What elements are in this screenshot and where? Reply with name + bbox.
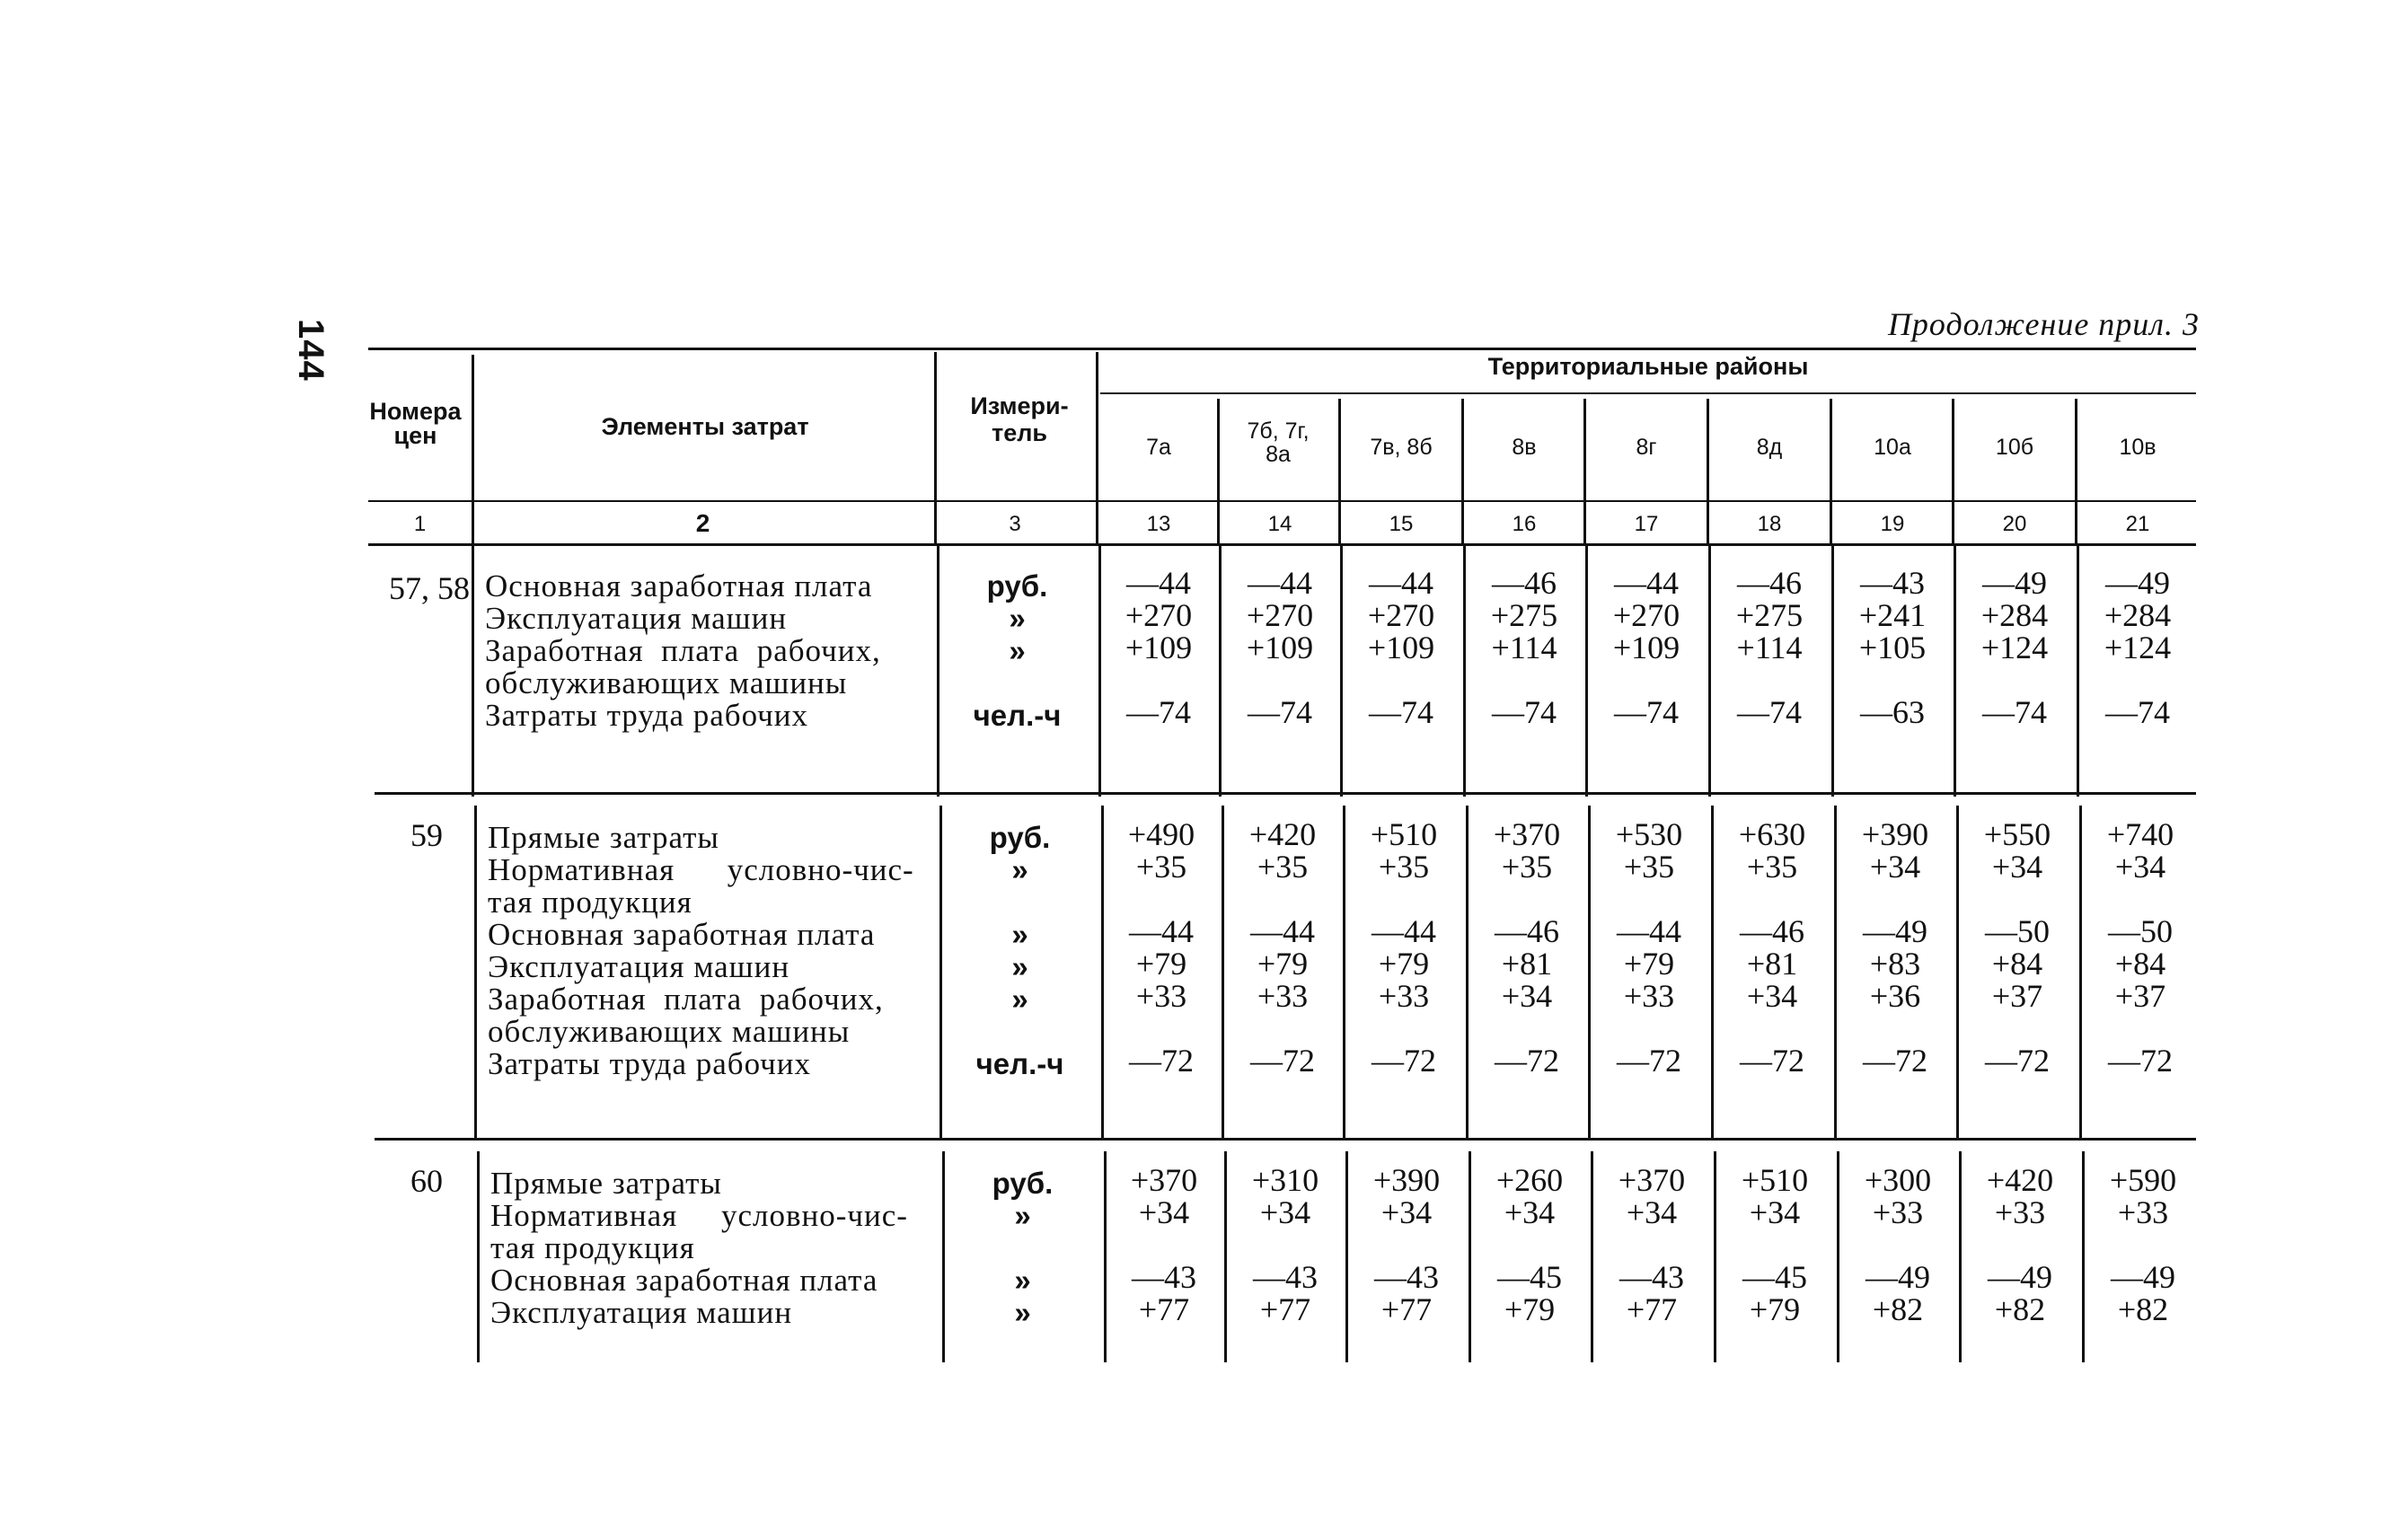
unit-label: » (1011, 853, 1028, 886)
value-cell: +34 (1380, 1194, 1433, 1230)
header-bottom-rule (368, 500, 2196, 502)
price-number: 60 (410, 1163, 443, 1199)
value-cell: +114 (1736, 630, 1803, 665)
region-header-divider (1461, 399, 1464, 543)
value-cell: —72 (1250, 1043, 1315, 1079)
value-cell: +270 (1246, 597, 1314, 633)
value-cell: —74 (1614, 694, 1679, 730)
cost-element-label: Нормативная условно-чис- тая продукция (490, 1198, 908, 1265)
value-cell: —44 (1614, 565, 1679, 601)
value-cell: +109 (1367, 630, 1435, 665)
value-cell: +34 (1504, 1194, 1556, 1230)
value-cell: +79 (1135, 946, 1187, 982)
value-cell: —74 (1737, 694, 1802, 730)
value-cell: +82 (1994, 1291, 2046, 1327)
value-cell: —49 (1866, 1259, 1930, 1295)
value-cell: +740 (2106, 816, 2174, 852)
region-header-divider (1217, 399, 1220, 543)
unit-label: руб. (986, 569, 1048, 603)
value-cell: +79 (1623, 946, 1675, 982)
column-number: 14 (1267, 512, 1292, 536)
value-cell: —74 (1982, 694, 2047, 730)
unit-label: чел.-ч (975, 1047, 1064, 1080)
value-cell: +390 (1372, 1162, 1441, 1198)
region-header: 7в, 8б (1370, 435, 1433, 460)
value-cell: —49 (1863, 913, 1927, 949)
column-number: 3 (1009, 512, 1021, 536)
value-cell: +79 (1749, 1291, 1801, 1327)
column-number: 1 (413, 512, 427, 536)
value-cell: +79 (1378, 946, 1430, 982)
value-cell: —49 (2105, 565, 2170, 601)
value-cell: +37 (1991, 978, 2043, 1014)
region-header: 8д (1756, 435, 1783, 460)
price-number: 57, 58 (389, 570, 470, 606)
cost-element-label: Затраты труда рабочих (488, 1046, 811, 1081)
unit-label: руб. (992, 1167, 1054, 1200)
header-cost-elements: Элементы затрат (601, 413, 809, 440)
value-cell: +82 (1872, 1291, 1924, 1327)
value-cell: +270 (1367, 597, 1435, 633)
value-cell: +33 (1257, 978, 1309, 1014)
value-cell: —44 (1372, 913, 1436, 949)
value-cell: —43 (1619, 1259, 1684, 1295)
value-cell: +79 (1257, 946, 1309, 982)
region-header-divider (2075, 399, 2077, 543)
column-number: 21 (2125, 512, 2150, 536)
value-cell: +81 (1746, 946, 1798, 982)
value-cell: +490 (1127, 816, 1195, 852)
column-divider (477, 1151, 480, 1362)
value-cell: +510 (1370, 816, 1438, 852)
column-number: 2 (695, 509, 710, 537)
header-vline (1096, 352, 1098, 543)
continuation-note: Продолжение прил. 3 (1887, 306, 2200, 342)
column-divider (472, 543, 474, 797)
value-cell: +284 (2104, 597, 2172, 633)
value-cell: +33 (1135, 978, 1187, 1014)
unit-label: чел.-ч (973, 699, 1062, 732)
value-cell: +81 (1501, 946, 1553, 982)
region-header: 10б (1995, 435, 2034, 460)
unit-label: » (1011, 982, 1028, 1016)
value-cell: +33 (1994, 1194, 2046, 1230)
value-cell: —46 (1495, 913, 1559, 949)
value-cell: +77 (1259, 1291, 1311, 1327)
value-cell: —74 (1369, 694, 1433, 730)
value-cell: +420 (1248, 816, 1317, 852)
value-cell: +79 (1504, 1291, 1556, 1327)
value-cell: +34 (1991, 849, 2043, 885)
value-cell: +109 (1246, 630, 1314, 665)
column-number: 13 (1146, 512, 1171, 536)
value-cell: +630 (1738, 816, 1806, 852)
value-cell: —49 (1988, 1259, 2052, 1295)
value-cell: —49 (2111, 1259, 2175, 1295)
cost-element-label: Затраты труда рабочих (485, 698, 808, 733)
value-cell: +77 (1626, 1291, 1678, 1327)
price-number: 59 (410, 817, 443, 853)
value-cell: +270 (1612, 597, 1680, 633)
column-number: 18 (1757, 512, 1782, 536)
cost-element-label: Прямые затраты (488, 820, 719, 855)
value-cell: —46 (1492, 565, 1557, 601)
value-cell: +35 (1623, 849, 1675, 885)
value-cell: +33 (1378, 978, 1430, 1014)
region-header: 10а (1874, 435, 1911, 460)
region-header: 8в (1512, 435, 1537, 460)
value-cell: +390 (1861, 816, 1929, 852)
column-number: 20 (2002, 512, 2027, 536)
value-cell: —72 (1495, 1043, 1559, 1079)
value-cell: —72 (2108, 1043, 2173, 1079)
unit-label: » (1014, 1296, 1031, 1329)
value-cell: +35 (1501, 849, 1553, 885)
cost-element-label: Заработная плата рабочих, обслуживающих машины (485, 633, 881, 700)
value-cell: —44 (1369, 565, 1433, 601)
section-rule (375, 792, 2196, 795)
value-cell: +37 (2114, 978, 2166, 1014)
unit-label: » (1014, 1264, 1031, 1297)
value-cell: +590 (2109, 1162, 2177, 1198)
header-territorial-regions: Территориальные районы (1487, 353, 1809, 380)
value-cell: —72 (1372, 1043, 1436, 1079)
value-cell: —72 (1617, 1043, 1681, 1079)
value-cell: —44 (1617, 913, 1681, 949)
value-cell: +109 (1125, 630, 1193, 665)
unit-label: » (1009, 602, 1026, 635)
value-cell: +370 (1618, 1162, 1686, 1198)
value-cell: +550 (1983, 816, 2051, 852)
value-cell: +84 (1991, 946, 2043, 982)
value-cell: —72 (1985, 1043, 2050, 1079)
value-cell: —74 (1248, 694, 1312, 730)
value-cell: +35 (1746, 849, 1798, 885)
value-cell: +34 (1746, 978, 1798, 1014)
value-cell: +33 (1623, 978, 1675, 1014)
value-cell: +275 (1735, 597, 1804, 633)
column-number: 15 (1389, 512, 1414, 536)
value-cell: —43 (1860, 565, 1925, 601)
value-cell: +34 (1259, 1194, 1311, 1230)
value-cell: +114 (1491, 630, 1557, 665)
region-header-divider (1583, 399, 1586, 543)
region-header-divider (1707, 399, 1709, 543)
value-cell: —50 (1985, 913, 2050, 949)
unit-label: » (1011, 950, 1028, 983)
section-rule (375, 1138, 2196, 1141)
region-header: 10в (2119, 435, 2157, 460)
value-cell: +370 (1130, 1162, 1198, 1198)
value-cell: —72 (1740, 1043, 1804, 1079)
value-cell: +284 (1980, 597, 2049, 633)
value-cell: +35 (1257, 849, 1309, 885)
value-cell: +105 (1858, 630, 1927, 665)
colnum-bottom-rule (368, 543, 2196, 546)
region-header: 8г (1636, 435, 1657, 460)
region-header-divider (1952, 399, 1954, 543)
region-header: 7а (1146, 435, 1171, 460)
value-cell: +124 (2104, 630, 2172, 665)
value-cell: +109 (1612, 630, 1680, 665)
header-price-numbers: Номера цен (369, 398, 462, 449)
column-number: 19 (1880, 512, 1905, 536)
value-cell: —46 (1737, 565, 1802, 601)
column-divider (474, 806, 477, 1138)
value-cell: +34 (1749, 1194, 1801, 1230)
value-cell: —74 (1492, 694, 1557, 730)
region-header: 7б, 7г, 8а (1247, 418, 1310, 467)
region-header-divider (1830, 399, 1832, 543)
value-cell: —43 (1132, 1259, 1196, 1295)
unit-label: » (1014, 1199, 1031, 1232)
cost-element-label: Прямые затраты (490, 1166, 722, 1201)
value-cell: —43 (1253, 1259, 1318, 1295)
cost-element-label: Основная заработная плата (488, 917, 876, 952)
cost-element-label: Эксплуатация машин (490, 1295, 793, 1330)
unit-label: » (1011, 918, 1028, 951)
value-cell: +83 (1869, 946, 1921, 982)
value-cell: —50 (2108, 913, 2173, 949)
value-cell: +300 (1864, 1162, 1932, 1198)
value-cell: +275 (1490, 597, 1558, 633)
value-cell: +241 (1858, 597, 1927, 633)
value-cell: +33 (2117, 1194, 2169, 1230)
value-cell: —74 (1126, 694, 1191, 730)
value-cell: —63 (1860, 694, 1925, 730)
value-cell: +34 (2114, 849, 2166, 885)
value-cell: —44 (1250, 913, 1315, 949)
value-cell: +530 (1615, 816, 1683, 852)
value-cell: +77 (1138, 1291, 1190, 1327)
cost-element-label: Эксплуатация машин (488, 949, 790, 984)
unit-label: руб. (989, 821, 1051, 854)
value-cell: +84 (2114, 946, 2166, 982)
cost-element-label: Основная заработная плата (485, 568, 873, 603)
value-cell: —45 (1497, 1259, 1562, 1295)
value-cell: +370 (1493, 816, 1561, 852)
page-number: 144 (291, 319, 331, 382)
value-cell: —44 (1129, 913, 1194, 949)
value-cell: —43 (1374, 1259, 1439, 1295)
value-cell: +77 (1380, 1291, 1433, 1327)
value-cell: +34 (1626, 1194, 1678, 1230)
value-cell: +420 (1986, 1162, 2054, 1198)
column-number: 17 (1634, 512, 1659, 536)
value-cell: +124 (1980, 630, 2049, 665)
value-cell: +510 (1741, 1162, 1809, 1198)
value-cell: +82 (2117, 1291, 2169, 1327)
regions-rule (1100, 392, 2196, 394)
value-cell: +35 (1378, 849, 1430, 885)
cost-element-label: Основная заработная плата (490, 1263, 878, 1298)
value-cell: —45 (1742, 1259, 1807, 1295)
value-cell: —44 (1126, 565, 1191, 601)
table-top-rule (368, 348, 2196, 350)
header-unit: Измери- тель (970, 392, 1069, 446)
value-cell: —49 (1982, 565, 2047, 601)
value-cell: +35 (1135, 849, 1187, 885)
value-cell: —72 (1129, 1043, 1194, 1079)
cost-element-label: Заработная плата рабочих, обслуживающих машины (488, 982, 884, 1049)
value-cell: +34 (1138, 1194, 1190, 1230)
region-header-divider (1338, 399, 1341, 543)
value-cell: —72 (1863, 1043, 1927, 1079)
cost-element-label: Нормативная условно-чис- тая продукция (488, 852, 914, 920)
value-cell: —44 (1248, 565, 1312, 601)
value-cell: +34 (1869, 849, 1921, 885)
column-number: 16 (1512, 512, 1537, 536)
cost-element-label: Эксплуатация машин (485, 601, 788, 636)
value-cell: +310 (1251, 1162, 1319, 1198)
value-cell: +270 (1125, 597, 1193, 633)
value-cell: +260 (1495, 1162, 1564, 1198)
value-cell: +36 (1869, 978, 1921, 1014)
value-cell: —46 (1740, 913, 1804, 949)
value-cell: +34 (1501, 978, 1553, 1014)
unit-label: » (1009, 634, 1026, 667)
value-cell: +33 (1872, 1194, 1924, 1230)
value-cell: —74 (2105, 694, 2170, 730)
